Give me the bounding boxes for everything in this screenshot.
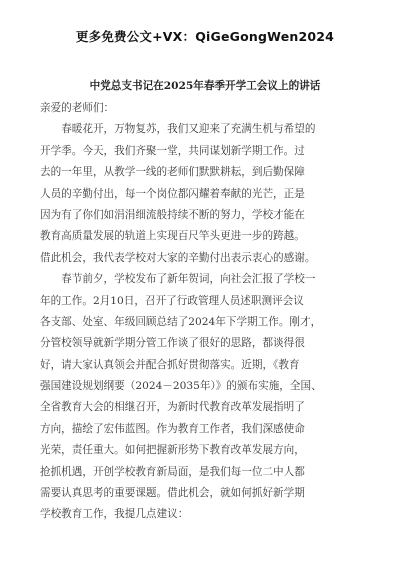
body-line: 各支部、处室、年级回顾总结了2024年下学期工作。刚才， [40,315,322,328]
body-line: 开学季。今天，我们齐聚一堂，共同谋划新学期工作。过 [40,144,305,157]
body-line: 去的一年里，从教学一线的老师们默默耕耘，到后勤保障 [40,166,305,179]
document-body [40,98,375,526]
body-line: 需要认真思考的重要课题。借此机会，就如何抓好新学期 [40,487,305,500]
body-line: 分管校领导就新学期分管工作谈了很好的思路，都谈得很 [40,337,305,350]
body-line: 因为有了你们如涓涓细流般持续不断的努力，学校才能在 [40,208,305,221]
body-line: 春节前夕，学校发布了新年贺词，向社会汇报了学校一 [40,273,316,286]
body-line: 全省教育大会的相继召开，为新时代教育改革发展指明了 [40,401,305,414]
body-line: 学校教育工作，我提几点建议： [40,508,189,521]
body-line: 教育高质量发展的轨道上实现百尺竿头更进一步的跨越。 [40,230,305,243]
greeting-line: 亲爱的老师们： [40,102,115,114]
document-title: 中党总支书记在2025年春季开学工会议上的讲话 [89,80,321,92]
body-line: 好，请大家认真领会并配合抓好贯彻落实。近期，《教育 [40,358,300,371]
header-banner: 更多免费公文+VX：QiGeGongWen2024 [75,29,335,44]
body-line: 春暖花开，万物复苏，我们又迎来了充满生机与希望的 [40,123,316,136]
body-line: 强国建设规划纲要（2024－2035年）》的颁布实施，全国、 [40,380,322,393]
body-line: 借此机会，我代表学校对大家的辛勤付出表示衷心的感谢。 [40,251,316,264]
body-line: 人员的辛勤付出，每一个岗位都闪耀着奉献的光芒，正是 [40,187,305,200]
body-line: 光荣，责任重大。如何把握新形势下教育改革发展方向， [40,444,305,457]
body-line: 年的工作。2月10日，召开了行政管理人员述职测评会议 [40,294,304,307]
body-line: 方向，描绘了宏伟蓝图。作为教育工作者，我们深感使命 [40,422,305,435]
body-line: 抢抓机遇，开创学校教育新局面，是我们每一位二中人都 [40,465,305,478]
